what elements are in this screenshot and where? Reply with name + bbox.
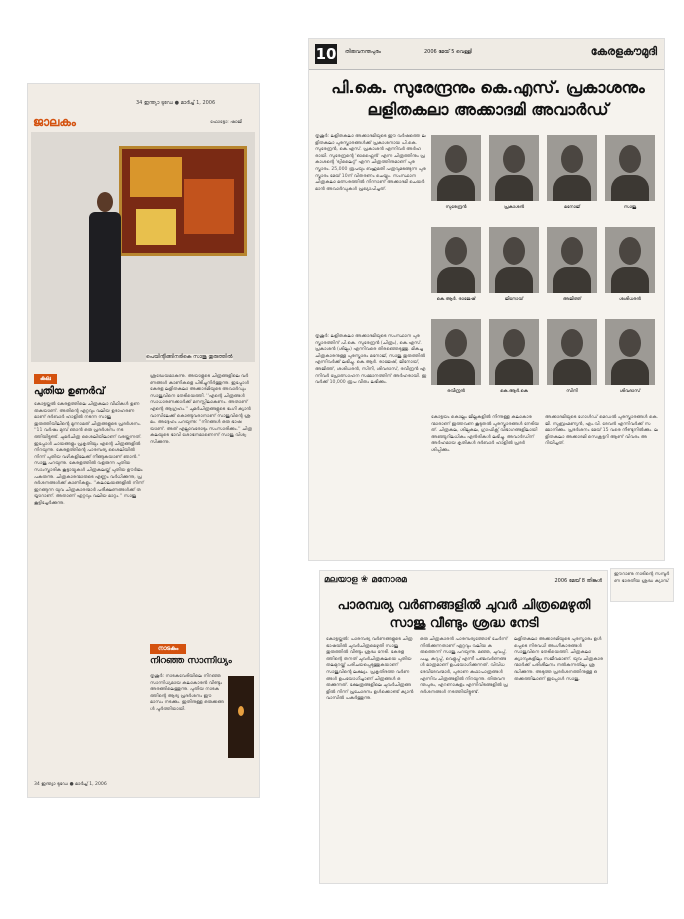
awardee-photo: [605, 227, 655, 311]
news-body-column-2: ഒരു ചിത്രകാരൻ പാരമ്പര്യത്തോട് ചേർന്ന് നിൽക്കുന്നതാണ് ഏറ്റവും വലിയ കരുത്തെന്ന് സാജു പറയുന്നു. മഞ്ഞ, ചുവപ്പ്, പച്ച, കറുപ്പ്, വെളുപ്പ് എന്നീ പഞ്ചവർണങ്ങൾ മാത്രമാണ് ഉപയോഗിക്കുന്നത്. വിവിധ ദേവീദേവന്മാർ, പുരാണ കഥാപാത്രങ്ങൾ എന്നിവ ചിത്രങ്ങളിൽ നിറയുന്നു. തിരുവനന്തപുരം, എറണാകുളം എന്നിവിടങ്ങളിൽ പ്രദർശനങ്ങൾ നടത്തിയിട്ടുണ്ട്.: [420, 637, 508, 695]
side-strip-clipping: [610, 568, 674, 602]
awardee-photo: [431, 227, 481, 311]
stage-photo: [228, 676, 254, 758]
natakam-tag: നാടകം: [150, 644, 186, 654]
side-strip-text: ഈറാണു നാടിന്റെ സമ്പൂർണ ഭാരതീയ ശ്രദ്ധ ക്യാമ്പ്: [614, 572, 670, 584]
awardee-name: അജിത്ത്: [562, 297, 582, 302]
awardee-name: സിനി: [566, 389, 578, 394]
section-label-box: [30, 114, 90, 130]
awardee-name: രവീന്ദ്രൻ: [447, 389, 465, 394]
artist-photo: [31, 132, 255, 362]
photo-caption: പെയിന്റിങ്ങിനരികെ സാജു തുരുത്തിൽ: [146, 354, 233, 360]
news-body-column-3: ലളിതകലാ അക്കാദമിയുടെ പുരസ്കാരം ഉൾപ്പെടെ നിരവധി അംഗീകാരങ്ങൾ സാജുവിനെ തേടിയെത്തി. ചിത്രകലാ ക്യാമ്പുകളിലും സജീവമാണ്. യുവ ചിത്രകാരന്മാർക്ക് പരിശീലനം നൽകുന്നതിലും ശ്രദ്ധിക്കുന്നു. അടുത്ത പ്രദർശനത്തിനുള്ള ഒരുക്കത്തിലാണ് ഇപ്പോൾ സാജു.: [514, 637, 604, 682]
awardee-photo-grid: [431, 135, 663, 411]
malayala-manorama-clipping: [319, 570, 608, 884]
awardee-name: കെ.ആർ.കെ: [500, 389, 528, 394]
painting-image: [119, 146, 247, 256]
newspaper-masthead: [320, 571, 608, 593]
news-headline: പാരമ്പര്യ വർണങ്ങളിൽ ചുവർ ചിത്രമെഴുതി സാജു വീണ്ടും ശ്രദ്ധ നേടി: [337, 598, 591, 631]
awardee-photo: [489, 319, 539, 403]
news-body-column-1: കോട്ടയ്ക്കൽ: പാരമ്പര്യ വർണങ്ങളുടെ ചിത്രഭാഷയിൽ ചുവർചിത്രമെഴുതി സാജു തുരുത്തിൽ വീണ്ടും ശ്രദ്ധ നേടി. കേരളത്തിന്റെ തനത് ചുവർചിത്രകലയെ പുതിയ തലമുറയ്ക്ക് പരിചയപ്പെടുത്തുകയാണ് സാജുവിന്റെ ലക്ഷ്യം. പ്രകൃതിദത്ത വർണങ്ങൾ ഉപയോഗിച്ചാണ് ചിത്രങ്ങൾ ഒരുക്കുന്നത്. ക്ഷേത്രങ്ങളിലെ ചുവർചിത്രങ്ങളിൽ നിന്ന് പ്രചോദനം ഉൾക്കൊണ്ട് ക്യാൻവാസിൽ പകർത്തുന്നു.: [326, 637, 414, 702]
awardee-name: ശശിധരൻ: [619, 297, 641, 302]
section-title: ജാലകം: [33, 115, 76, 129]
india-today-clipping: [27, 83, 260, 798]
awardee-photo: [547, 319, 597, 403]
awardee-name: ജിനോയ്: [504, 297, 524, 302]
photo-credit: ഫോട്ടോ: ഷാജി: [210, 120, 242, 125]
page-number: 10: [315, 45, 337, 63]
issue-date: 2006 മേയ് 5 വെള്ളി: [424, 49, 472, 55]
dateline-city: തിരുവനന്തപുരം: [345, 49, 381, 55]
awardee-photo: [547, 135, 597, 219]
second-article-headline: നിറഞ്ഞ സാന്നിധ്യം: [150, 656, 232, 666]
news-body-column-3: അക്കാദമിയുടെ ഗോൾഡ് മെഡൽ പുരസ്കാരങ്ങൾ കെ.ജി. സുബ്രഹ്മണ്യൻ, എം.വി. ദേവൻ എന്നിവർക്ക് സമ്മാനിക്കും. പ്രദർശനം മേയ് 15 വരെ നീണ്ടുനിൽക്കും. ലളിതകലാ അക്കാദമി സെക്രട്ടറി ആണ് വിവരം അറിയിച്ചത്.: [545, 415, 659, 447]
awardee-photo: [489, 227, 539, 311]
awardee-photo: [431, 135, 481, 219]
awardee-photo: [605, 319, 655, 403]
newspaper-name: കേരളകൗമുദി: [590, 45, 657, 58]
kerala-kaumudi-clipping: [308, 38, 665, 561]
second-article-body: തൃശൂർ: നാടകവേദിയിലെ നിറഞ്ഞ സാന്നിധ്യമായ കലാകാരൻ വീണ്ടും അരങ്ങിലെത്തുന്നു. പുതിയ നാടകത്തിന്റെ ആദ്യ പ്രദർശനം ഈ മാസം നടക്കും. ഇതിനുള്ള ഒരുക്കങ്ങൾ പൂർത്തിയായി.: [150, 674, 224, 712]
section-banner: [28, 114, 260, 130]
news-body-column-2: കോട്ടയം കൊല്ലം ജില്ലകളിൽ നിന്നുള്ള കലാകാരന്മാരാണ് ഇത്തവണ കൂടുതൽ പുരസ്കാരങ്ങൾ നേടിയത്. ചിത്രകല, ശില്പകല, ഗ്രാഫിക്സ് വിഭാഗങ്ങളിലായി അഞ്ഞൂറിലധികം എൻട്രികൾ ലഭിച്ചു. അവാർഡിന് അർഹമായ കൃതികൾ ദർബാർ ഹാളിൽ പ്രദർശിപ്പിക്കും.: [431, 415, 539, 453]
artist-figure: [89, 192, 119, 362]
awardee-name: കെ.ആർ. രാജേഷ്: [436, 297, 476, 302]
awardee-photo: [489, 135, 539, 219]
newspaper-name: മലയാള ❀ മനോരമ: [324, 575, 407, 585]
news-body-column-1: തൃശൂർ: ലളിതകലാ അക്കാദമിയുടെ സംസ്ഥാന പുരസ്കാരത്തിന് പി.കെ. സുരേന്ദ്രൻ (ചിത്രം), കെ.എസ്. പ്രകാശൻ (ശില്പം) എന്നിവരെ തിരഞ്ഞെടുത്തു. മികച്ച ചിത്രകാരനുള്ള പുരസ്കാരം മനോജ്, സാജു തുരുത്തിൽ എന്നിവർക്ക് ലഭിച്ചു. കെ.ആർ. രാജേഷ്, ജിനോയ്, അജിത്ത്, ശശിധരൻ, സിനി, ശിവദാസ്, രവീന്ദ്രൻ എന്നിവർ പ്രോത്സാഹന സമ്മാനത്തിന് അർഹരായി. ഇവർക്ക് 10,000 രൂപ വീതം ലഭിക്കും.: [315, 334, 427, 386]
issue-date: 2006 മേയ് 8 തിങ്കൾ: [554, 578, 602, 584]
article-body-column-1: കോട്ടയ്ക്കൽ കേരളത്തിലെ ചിത്രകലാ വീഥികൾ ഉണരുകയാണ്. അതിന്റെ എറ്റവും വലിയ ഉദാഹരണമാണ് ദർബാർ ഹാളിൽ നടന്ന സാജു തുരുത്തിയിലിന്റെ മൂന്നാമത് ചിത്രങ്ങളുടെ പ്രദർശനം. ''11 വർഷം മുമ്പ് ഞാൻ ഒരു പ്രദർശനം നടത്തിയിട്ടുണ്ട്. ചുമർചിത്ര ശൈലിയിലാണ് വരയ്ക്കുന്നത്. ഇപ്പോൾ ചായങ്ങളും പ്രകൃതിയും എന്റെ ചിത്രങ്ങളിൽ നിറയുന്നു. കേരളത്തിന്റെ പാരമ്പര്യ ശൈലിയിൽ നിന്ന് പുതിയ വഴികളിലേക്ക് നീങ്ങുകയാണ് ഞാൻ.'' സാജു പറയുന്നു. കേരളത്തിൽ വളരുന്ന പുതിയ സാംസ്കാരിക കൂട്ടായ്മകൾ ചിത്രകലയ്ക്ക് പുതിയ ഊർജം പകരുന്നു. ചിത്രകാരന്മാരുടെ എണ്ണം വർധിക്കുന്നു, പ്രദർശനങ്ങൾക്ക് കാണികളും. ''കലാലയങ്ങളിൽ നിന്ന് ഇറങ്ങുന്ന യുവ ചിത്രകാരന്മാർ പരീക്ഷണങ്ങൾക്ക് തയ്യാറാണ്. അതാണ് ഏറ്റവും വലിയ മാറ്റം.'' സാജു കൂട്ടിച്ചേർക്കുന്നു.: [34, 402, 144, 506]
awardee-name: മനോജ്: [564, 205, 580, 210]
awardee-photo: [605, 135, 655, 219]
article-body-column-2: ശ്രദ്ധേയമാകുന്നു. അയാളുടെ ചിത്രങ്ങളിലെ വർണങ്ങൾ കാണികളെ പിടിച്ചുനിർത്തുന്നു. ഇപ്പോൾ കേരള ലളിതകലാ അക്കാദമിയുടെ അവാർഡും സാജുവിനെ തേടിയെത്തി. ''എന്റെ ചിത്രങ്ങൾ സാധാരണക്കാർക്ക് മനസ്സിലാകണം. അതാണ് എന്റെ ആഗ്രഹം.'' ചുമർചിത്രങ്ങളുടെ ഭംഗി ക്യാൻവാസിലേക്ക് കൊണ്ടുവരാനാണ് സാജുവിന്റെ ശ്രമം. അദ്ദേഹം പറയുന്നു: ''നിറങ്ങൾ ഒരു ഭാഷയാണ്. അത് എല്ലാവരോടും സംസാരിക്കും.'' ചിത്രകലയുടെ ഭാവി ശോഭനമാണെന്ന് സാജു വിശ്വസിക്കുന്നു.: [150, 374, 253, 445]
awardee-name: സാജു: [623, 205, 637, 210]
awardee-name: പ്രകാശൻ: [503, 205, 525, 210]
awardee-photo: [431, 319, 481, 403]
news-body-lead: തൃശൂർ: ലളിതകലാ അക്കാദമിയുടെ ഈ വർഷത്തെ ലളിതകലാ പുരസ്കാരങ്ങൾക്ക് പ്രകാശനായ പി.കെ. സുരേന്ദ്രൻ, കെ.എസ്. പ്രകാശൻ എന്നിവർ അർഹരായി. സുരേന്ദ്രന്റെ 'ഓഫ്ലൈൻ' എന്ന ചിത്രത്തിനും പ്രകാശന്റെ 'ട്വിലൈറ്റ്' എന്ന ചിത്രത്തിനുമാണ് പുരസ്കാരം. 25,000 രൂപയും ബഹുമതി പത്രവുമടങ്ങുന്ന പുരസ്കാരം മേയ് 10ന് വിതരണം ചെയ്യും. സംസ്ഥാന ചിത്രകലാ മത്സരത്തിൽ നിന്നാണ് അക്കാദമി ചെയർമാൻ അവാർഡുകൾ പ്രഖ്യാപിച്ചത്.: [315, 134, 426, 192]
awardee-name: സുരേന്ദ്രൻ: [445, 205, 467, 210]
magazine-footer: 34 ഇന്ത്യാ ടുഡേ ● മാർച്ച് 1, 2006: [34, 782, 107, 787]
awardee-name: ശിവദാസ്: [619, 389, 641, 394]
article-headline: പുതിയ ഉണർവ്: [34, 386, 105, 397]
kala-tag: കല: [34, 374, 57, 384]
magazine-header: 34 ഇന്ത്യാ ടുഡേ ● മാർച്ച് 1, 2006: [136, 100, 216, 106]
news-headline: പി.കെ. സുരേന്ദ്രനും കെ.എസ്. പ്രകാശനും ലളിതകലാ അക്കാദമി അവാർഡ്: [331, 78, 645, 119]
awardee-photo: [547, 227, 597, 311]
newspaper-masthead: [309, 39, 665, 70]
